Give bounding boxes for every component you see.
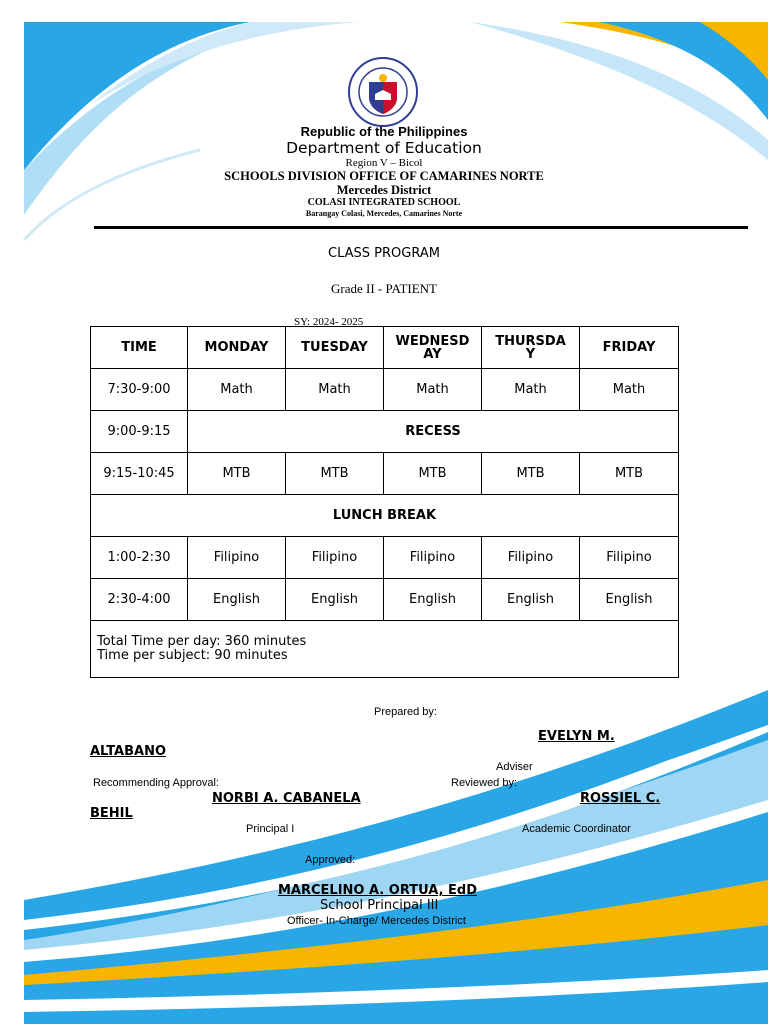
department-heading: Department of Education xyxy=(286,139,482,157)
subject-cell: Math xyxy=(286,369,384,411)
subject-cell: MTB xyxy=(286,453,384,495)
republic-heading: Republic of the Philippines xyxy=(300,124,468,139)
subject-cell: Math xyxy=(188,369,286,411)
subject-cell: MTB xyxy=(188,453,286,495)
column-header-friday: FRIDAY xyxy=(580,327,679,369)
deped-seal-logo xyxy=(347,56,419,128)
region-text: Region V – Bicol xyxy=(345,157,423,169)
column-header-wednesday: WEDNESD AY xyxy=(384,327,482,369)
subject-cell: Math xyxy=(580,369,679,411)
subject-cell: English xyxy=(188,579,286,621)
document-title: CLASS PROGRAM xyxy=(328,246,440,261)
subject-cell: English xyxy=(482,579,580,621)
column-header-time: TIME xyxy=(91,327,188,369)
coordinator-title: Academic Coordinator xyxy=(522,823,631,835)
adviser-name-first: EVELYN M. xyxy=(538,729,615,744)
principal-name: NORBI A. CABANELA xyxy=(212,791,361,806)
subject-cell: MTB xyxy=(384,453,482,495)
class-schedule-table xyxy=(90,326,679,678)
column-header-tuesday: TUESDAY xyxy=(286,327,384,369)
adviser-name-last: ALTABANO xyxy=(90,744,167,759)
subject-cell: English xyxy=(286,579,384,621)
school-year: SY: 2024- 2025 xyxy=(294,316,364,327)
adviser-title: Adviser xyxy=(496,761,533,773)
division-heading: SCHOOLS DIVISION OFFICE OF CAMARINES NORTE xyxy=(224,169,544,183)
prepared-by-label: Prepared by: xyxy=(374,706,437,718)
time-cell: 9:00-9:15 xyxy=(91,411,188,453)
time-summary-cell xyxy=(91,621,679,678)
header-divider xyxy=(94,226,748,229)
time-per-subject-text: Time per subject: 90 minutes xyxy=(97,648,288,663)
lunch-break-cell: LUNCH BREAK xyxy=(91,495,679,537)
table-row xyxy=(91,411,679,453)
subject-cell: Filipino xyxy=(384,537,482,579)
subject-cell: Filipino xyxy=(286,537,384,579)
grade-section: Grade II - PATIENT xyxy=(330,281,438,296)
summary-row xyxy=(91,621,679,678)
recess-cell: RECESS xyxy=(188,411,679,453)
table-row xyxy=(91,495,679,537)
table-row xyxy=(91,579,679,621)
approver-office: Officer- In-Charge/ Mercedes District xyxy=(287,915,466,927)
recommending-approval-label: Recommending Approval: xyxy=(93,777,219,789)
subject-cell: MTB xyxy=(580,453,679,495)
subject-cell: English xyxy=(384,579,482,621)
total-time-text: Total Time per day: 360 minutes xyxy=(97,634,307,649)
school-name: COLASI INTEGRATED SCHOOL xyxy=(307,197,461,208)
time-cell: 1:00-2:30 xyxy=(91,537,188,579)
subject-cell: Math xyxy=(384,369,482,411)
coordinator-name-first: ROSSIEL C. xyxy=(580,791,661,806)
column-header-monday: MONDAY xyxy=(188,327,286,369)
table-row xyxy=(91,537,679,579)
time-cell: 2:30-4:00 xyxy=(91,579,188,621)
time-cell: 9:15-10:45 xyxy=(91,453,188,495)
table-header-row xyxy=(91,327,679,369)
subject-cell: Filipino xyxy=(580,537,679,579)
coordinator-name-last: BEHIL xyxy=(90,806,133,821)
approver-title: School Principal III xyxy=(320,898,439,913)
subject-cell: English xyxy=(580,579,679,621)
district-heading: Mercedes District xyxy=(336,183,432,197)
approver-name: MARCELINO A. ORTUA, EdD xyxy=(278,883,478,898)
subject-cell: Filipino xyxy=(482,537,580,579)
subject-cell: MTB xyxy=(482,453,580,495)
subject-cell: Filipino xyxy=(188,537,286,579)
reviewed-by-label: Reviewed by: xyxy=(451,777,518,789)
table-row xyxy=(91,453,679,495)
table-row xyxy=(91,369,679,411)
approved-label: Approved: xyxy=(305,854,356,866)
column-header-thursday: THURSDA Y xyxy=(482,327,580,369)
school-address: Barangay Colasi, Mercedes, Camarines Norte xyxy=(305,209,463,218)
subject-cell: Math xyxy=(482,369,580,411)
time-cell: 7:30-9:00 xyxy=(91,369,188,411)
principal-title: Principal I xyxy=(246,823,295,835)
